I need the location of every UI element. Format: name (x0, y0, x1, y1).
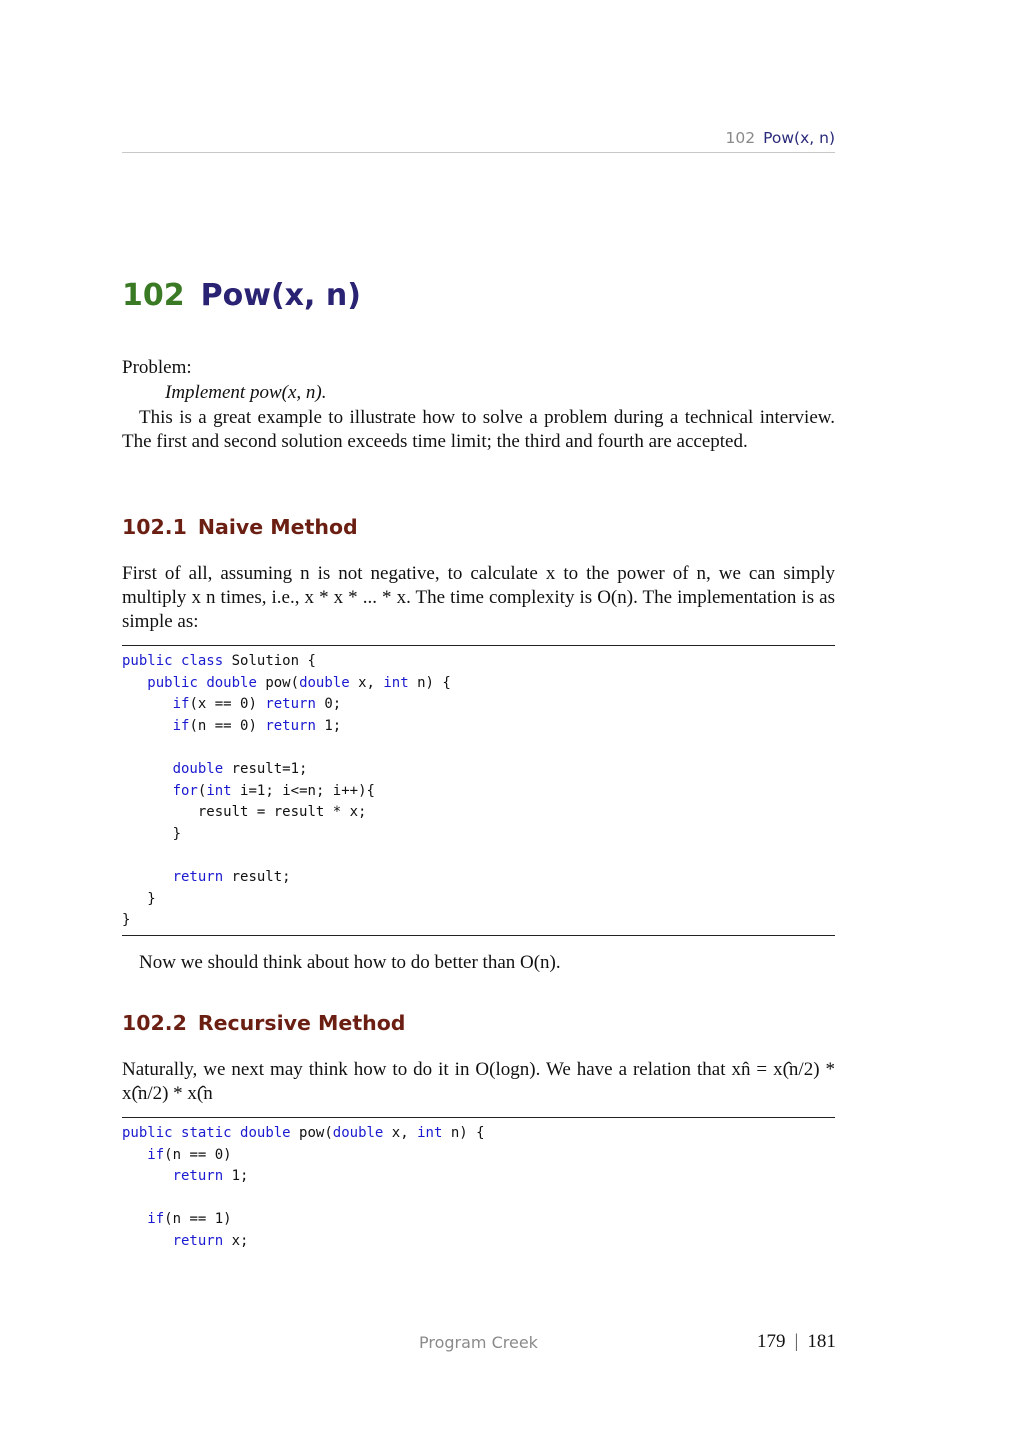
section-heading-naive (122, 515, 358, 539)
problem-label: Problem: (122, 357, 192, 378)
chapter-title: Pow(x, n) (200, 278, 361, 313)
code-listing-recursive (122, 1117, 835, 1256)
code-line: double result=1; (172, 760, 308, 777)
section-heading-recursive (122, 1011, 405, 1035)
code-line: if(n == 1) (147, 1211, 232, 1228)
intro-paragraph: This is a great example to illustrate how to solve a problem during a technical interview. The first and second solution exceeds time limit; the third and fourth are accepted. (122, 407, 835, 452)
code-line: return x; (172, 1232, 249, 1249)
naive-paragraph: First of all, assuming n is not negative, to calculate x to the power of n, we can simply multiply x n times, i.e., x * x * ... * x. The time complexity is O(n). The implementation is as simple as: (122, 563, 835, 632)
section-title: Naive Method (197, 515, 358, 539)
problem-statement: Implement pow(x, n). (165, 382, 327, 403)
section-title: Recursive Method (197, 1011, 406, 1035)
chapter-heading (122, 278, 361, 313)
section-number: 102.1 (122, 515, 187, 539)
chapter-number: 102 (122, 278, 185, 313)
code-listing-naive (122, 645, 835, 936)
code-line: if(x == 0) return 0; (172, 696, 342, 713)
recursive-paragraph: Naturally, we next may think how to do it in O(logn). We have a relation that xn̂ = x(̂n/2) * x(̂n/2) * x(̂n (122, 1059, 835, 1104)
code-line (122, 1188, 835, 1210)
running-header-title: Pow(x, n) (763, 129, 835, 147)
code-line: if(n == 0) return 1; (172, 717, 342, 734)
code-block (122, 1118, 835, 1256)
code-line (122, 845, 835, 867)
transition-paragraph: Now we should think about how to do better than O(n). (139, 952, 561, 973)
total-pages: 181 (807, 1331, 836, 1352)
section-number: 102.2 (122, 1011, 187, 1035)
code-line: for(int i=1; i<=n; i++){ (172, 782, 375, 799)
code-line: result = result * x; (197, 804, 367, 821)
header-rule (122, 152, 835, 153)
code-line: return 1; (172, 1168, 249, 1185)
code-line (122, 737, 835, 759)
code-line: public double pow(double x, int n) { (147, 674, 451, 691)
code-block (122, 646, 835, 935)
current-page: 179 (757, 1331, 786, 1352)
footer-publisher: Program Creek (419, 1333, 538, 1352)
running-header-number: 102 (725, 129, 756, 147)
code-line: } (122, 825, 182, 842)
page-separator: | (794, 1331, 799, 1352)
code-line: } (122, 890, 156, 907)
code-line: public class Solution { (122, 653, 316, 669)
code-line: public static double pow(double x, int n) { (122, 1125, 485, 1141)
footer-page-number (757, 1331, 836, 1353)
code-line: } (122, 912, 131, 929)
code-line: if(n == 0) (147, 1146, 232, 1163)
running-header (122, 129, 835, 147)
code-line: return result; (172, 868, 291, 885)
